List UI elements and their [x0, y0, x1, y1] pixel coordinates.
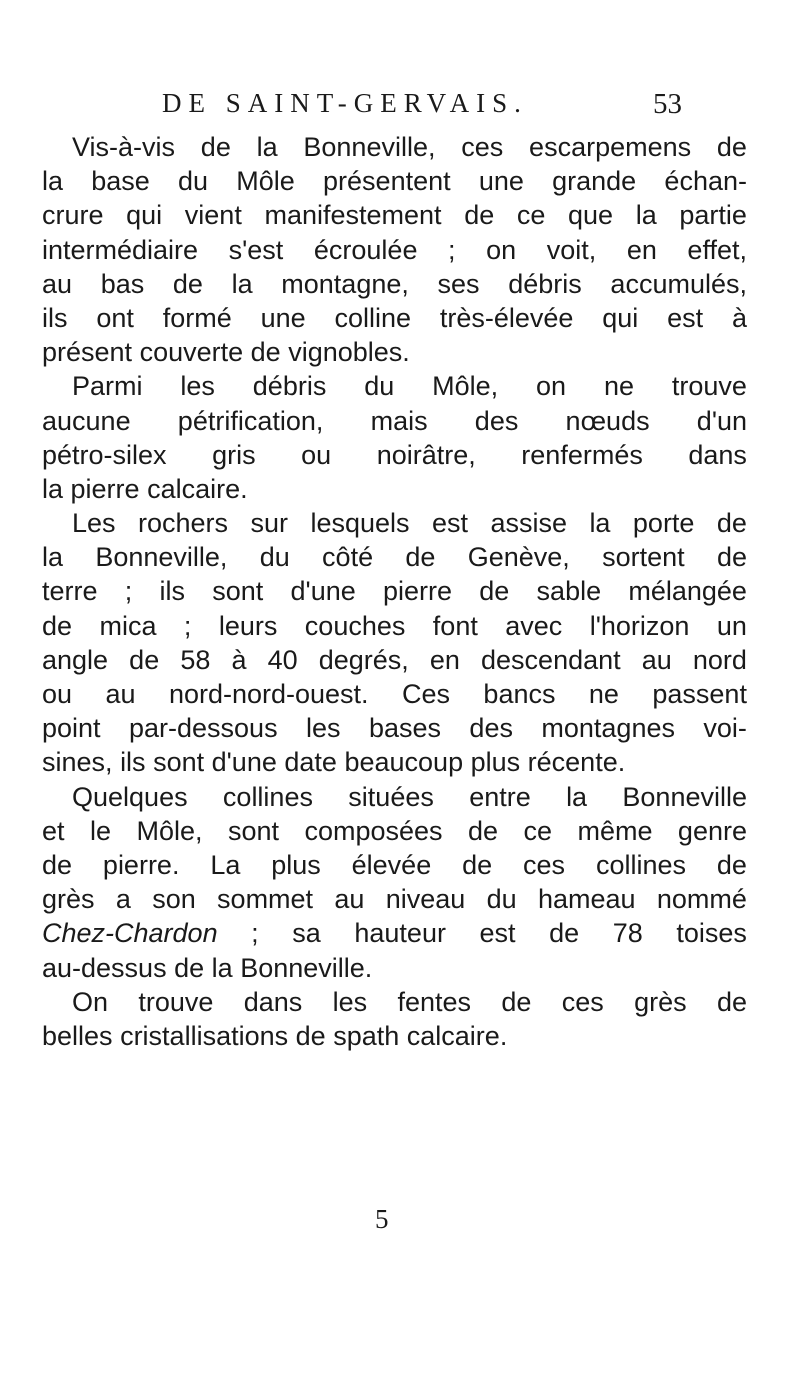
text-line: aucune pétrification, mais des nœuds d'un: [42, 405, 747, 436]
text-line: ils ont formé une colline très-élevée qui est à: [42, 302, 747, 333]
text-line: crure qui vient manifestement de ce que la partie: [42, 200, 747, 231]
text-line: Vis-à-vis de la Bonneville, ces escarpemens de: [72, 132, 747, 162]
text-line: de pierre. La plus élevée de ces collines de: [42, 849, 747, 880]
page-number: 53: [653, 88, 682, 120]
text-line: Chez-Chardon ; sa hauteur est de 78 toises: [42, 918, 747, 949]
text-line: ou au nord-nord-ouest. Ces bancs ne passent: [42, 679, 747, 709]
text-line: la Bonneville, du côté de Genève, sortent de: [42, 542, 747, 573]
signature-mark: 5: [375, 1204, 389, 1234]
body-text: [42, 130, 747, 1053]
text-line: terre ; ils sont d'une pierre de sable mélangée: [42, 576, 747, 607]
text-line: Les rochers sur lesquels est assise la porte de: [72, 508, 747, 539]
text-line: la base du Môle présentent une grande échan-: [42, 166, 747, 197]
text-line: de mica ; leurs couches font avec l'horizon un: [42, 610, 747, 641]
paragraph: [42, 130, 747, 369]
paragraph: [42, 369, 747, 506]
paragraph: [42, 985, 747, 1053]
text-line: belles cristallisations de spath calcaire.: [42, 1020, 508, 1051]
text-line: intermédiaire s'est écroulée ; on voit, en effet,: [42, 234, 747, 265]
text-line: la pierre calcaire.: [42, 473, 248, 504]
text-line: point par-dessous les bases des montagnes voi-: [42, 713, 747, 744]
text-line: grès a son sommet au niveau du hameau nommé: [42, 884, 747, 915]
paragraph: [42, 780, 747, 985]
text-line: Quelques collines situées entre la Bonneville: [72, 781, 747, 812]
text-line: pétro-silex gris ou noirâtre, renfermés dans: [42, 439, 747, 470]
text-line: au-dessus de la Bonneville.: [42, 952, 373, 983]
running-header: [162, 88, 682, 128]
text-line: présent couverte de vignobles.: [42, 337, 410, 368]
text-line: Parmi les débris du Môle, on ne trouve: [72, 371, 747, 402]
text-line: On trouve dans les fentes de ces grès de: [72, 986, 747, 1017]
header-title: DE SAINT-GERVAIS.: [162, 88, 528, 118]
text-line: et le Môle, sont composées de ce même genre: [42, 815, 747, 846]
text-line: sines, ils sont d'une date beaucoup plus récente.: [42, 747, 626, 778]
text-line: angle de 58 à 40 degrés, en descendant au nord: [42, 644, 747, 675]
text-line: au bas de la montagne, ses débris accumulés,: [42, 268, 747, 299]
paragraph: [42, 506, 747, 780]
